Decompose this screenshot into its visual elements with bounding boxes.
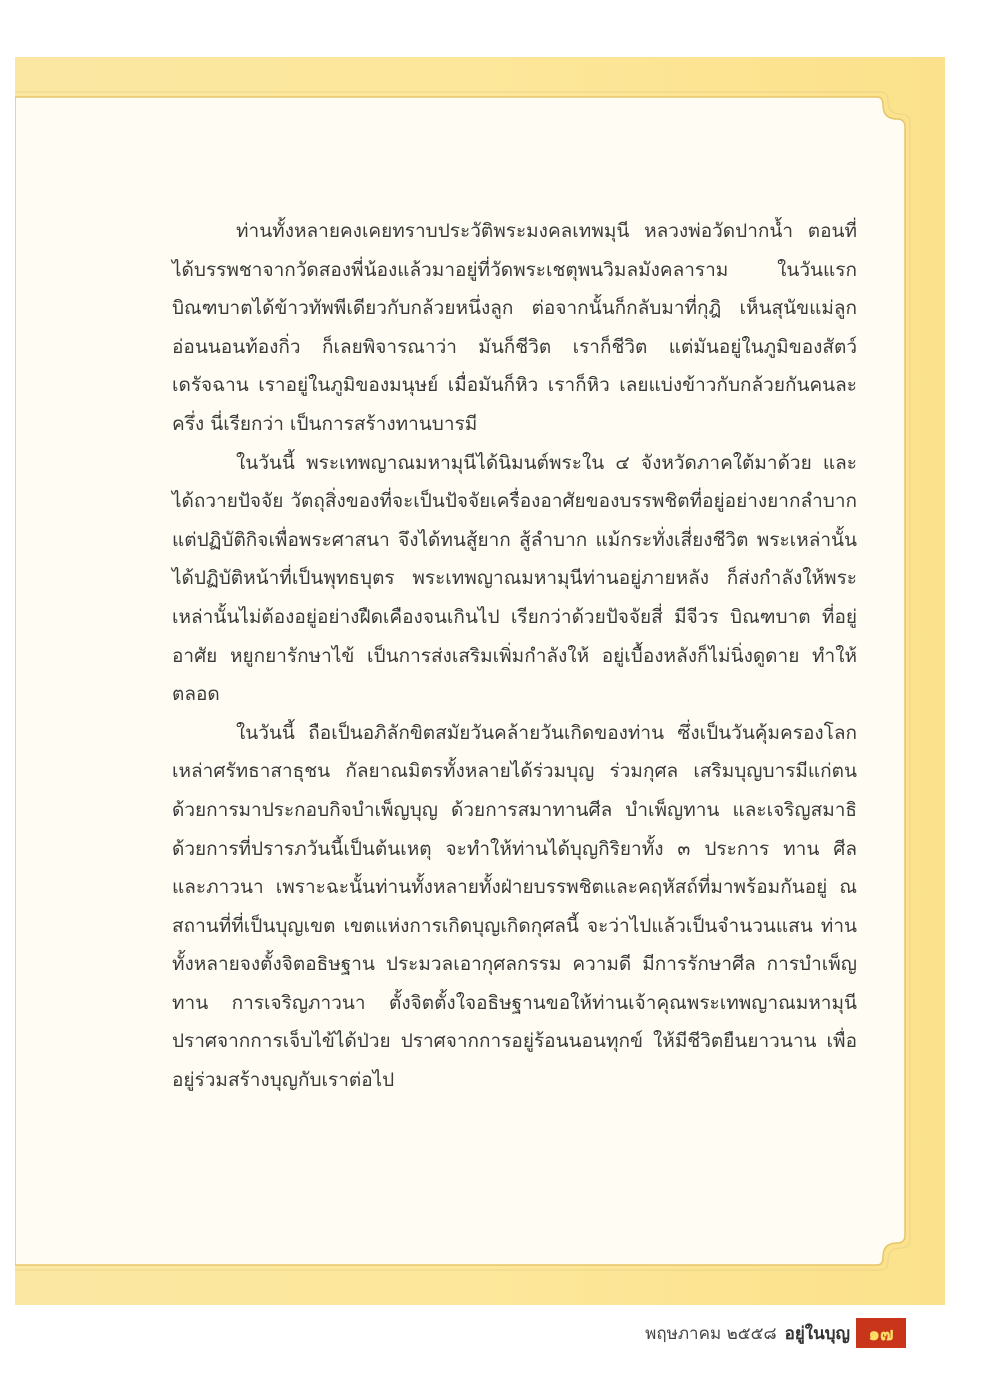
paragraph: ในวันนี้ พระเทพญาณมหามุนีได้นิมนต์พระใน ๔ จังหวัดภาคใต้มาด้วย และได้ถวายปัจจัย วัตถุสิ่งของที่จะเป็นปัจจัยเครื่องอาศัยของบรรพชิตที่อยู่อย่างยากลำบาก แต่ปฏิบัติกิจเพื่อพระศาสนา จึงได้ทนสู้ยาก สู้ลำบาก แม้กระทั่งเสี่ยงชีวิต พระเหล่านั้นได้ปฏิบัติหน้าที่เป็นพุทธบุตร พระเทพญาณมหามุนีท่านอยู่ภายหลัง ก็ส่งกำลังให้พระเหล่านั้นไม่ต้องอยู่อย่างฝืดเคืองจนเกินไป เรียกว่าด้วยปัจจัยสี่ มีจีวร บิณฑบาต ที่อยู่อาศัย หยูกยารักษาไข้ เป็นการส่งเสริมเพิ่มกำลังให้ อยู่เบื้องหลังก็ไม่นิ่งดูดาย ทำให้ตลอด [172,451,857,706]
book-title: อยู่ในบุญ [784,1323,850,1344]
paragraph: ในวันนี้ ถือเป็นอภิลักขิตสมัยวันคล้ายวันเกิดของท่าน ซึ่งเป็นวันคุ้มครองโลก เหล่าศรัทธาสาธุชน กัลยาณมิตรทั้งหลายได้ร่วมบุญ ร่วมกุศล เสริมบุญบารมีแก่ตน ด้วยการมาประกอบกิจบำเพ็ญบุญ ด้วยการสมาทานศีล บำเพ็ญทาน และเจริญสมาธิ ด้วยการที่ปรารภวันนี้เป็นต้นเหตุ จะทำให้ท่านได้บุญกิริยาทั้ง ๓ ประการ ทาน ศีล และภาวนา เพราะฉะนั้นท่านทั้งหลายทั้งฝ่ายบรรพชิตและคฤหัสถ์ที่มาพร้อมกันอยู่ ณ สถานที่ที่เป็นบุญเขต เขตแห่งการเกิดบุญเกิดกุศลนี้ จะว่าไปแล้วเป็นจำนวนแสน ท่านทั้งหลายจงตั้งจิตอธิษฐาน ประมวลเอากุศลกรรม ความดี มีการรักษาศีล การบำเพ็ญทาน การเจริญภาวนา ตั้งจิตตั้งใจอธิษฐานขอให้ท่านเจ้าคุณพระเทพญาณมหามุนี ปราศจากการเจ็บไข้ได้ป่วย ปราศจากการอยู่ร้อนนอนทุกข์ ให้มีชีวิตยืนยาวนาน เพื่ออยู่ร่วมสร้างบุญกับเราต่อไป [172,721,857,1092]
issue-date: พฤษภาคม ๒๕๕๘ [645,1323,777,1344]
page-number: ๑๗ [856,1318,906,1348]
article-body [172,212,857,1100]
paragraph: ท่านทั้งหลายคงเคยทราบประวัติพระมงคลเทพมุนี หลวงพ่อวัดปากน้ำ ตอนที่ได้บรรพชาจากวัดสองพี่น้องแล้วมาอยู่ที่วัดพระเชตุพนวิมลมังคลาราม ในวันแรกบิณฑบาตได้ข้าวทัพพีเดียวกับกล้วยหนึ่งลูก ต่อจากนั้นก็กลับมาที่กุฎิ เห็นสุนัขแม่ลูกอ่อนนอนท้องกิ่ว ก็เลยพิจารณาว่า มันก็ชีวิต เราก็ชีวิต แต่มันอยู่ในภูมิของสัตว์เดรัจฉาน เราอยู่ในภูมิของมนุษย์ เมื่อมันก็หิว เราก็หิว เลยแบ่งข้าวกับกล้วยกันคนละครึ่ง นี่เรียกว่า เป็นการสร้างทานบารมี [172,220,857,435]
page-footer [645,1318,850,1348]
